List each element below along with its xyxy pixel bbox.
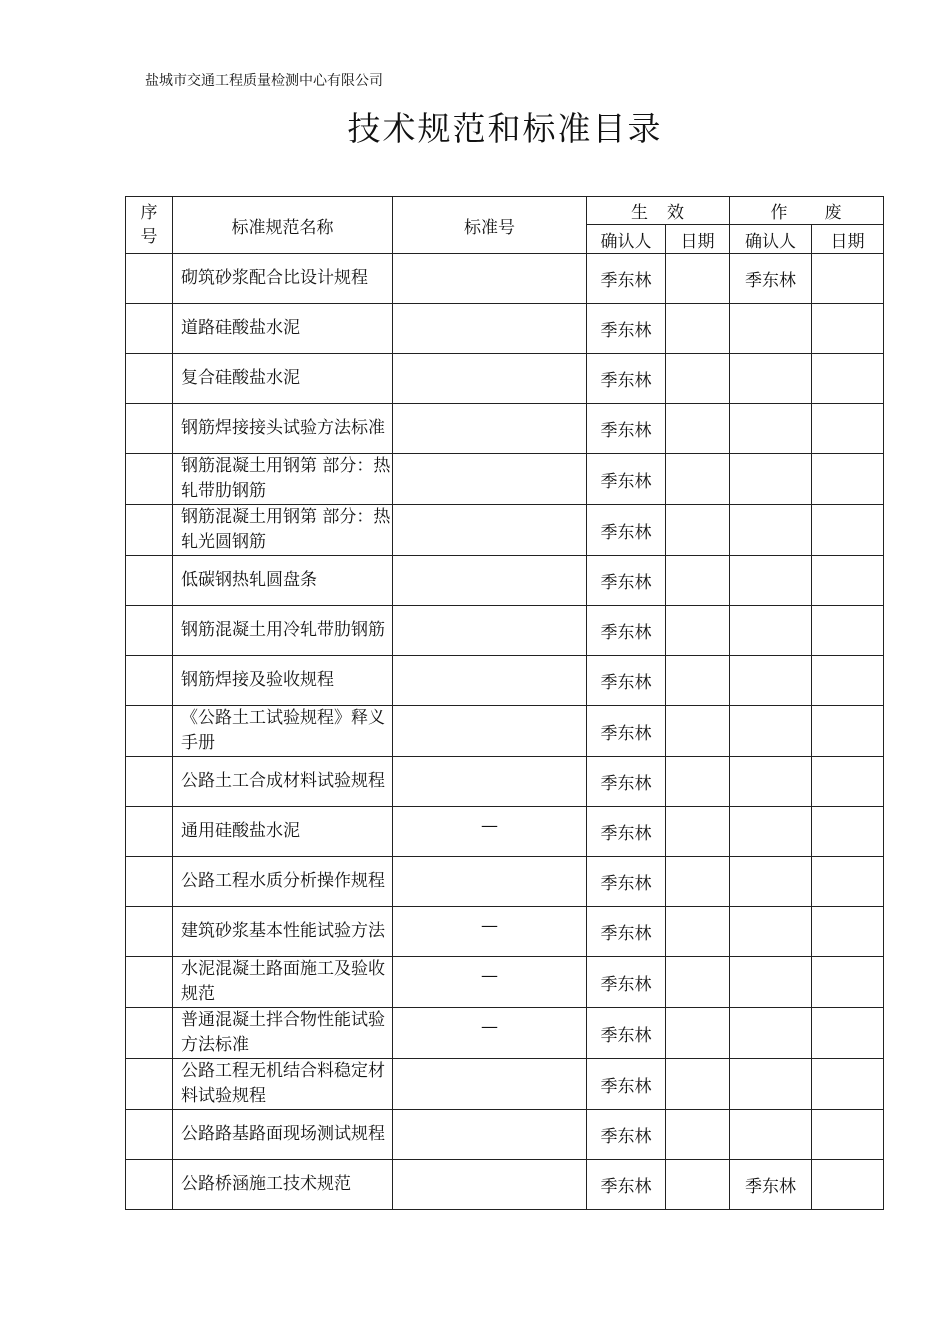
row-void-confirm-cell [730, 556, 812, 606]
row-seq-cell [126, 1059, 173, 1110]
row-name-cell: 公路路基路面现场测试规程 [173, 1110, 393, 1160]
row-seq-cell [126, 254, 173, 304]
row-std-cell [393, 304, 587, 354]
row-seq-cell [126, 454, 173, 505]
row-eff-date-cell [666, 454, 730, 505]
std-number-mark: — [481, 815, 498, 836]
row-name-cell: 水泥混凝土路面施工及验收规范 [173, 957, 393, 1008]
row-seq-cell [126, 857, 173, 907]
row-void-date-cell [812, 1008, 884, 1059]
row-std-cell [393, 807, 587, 857]
row-eff-confirm-cell: 季东林 [587, 957, 666, 1008]
col-header-effective: 生 效 [587, 197, 730, 225]
row-seq-cell [126, 907, 173, 957]
row-name-cell: 低碳钢热轧圆盘条 [173, 556, 393, 606]
table-row [126, 354, 884, 404]
row-std-cell [393, 354, 587, 404]
col-header-seq: 序号 [126, 197, 173, 254]
table-row [126, 1008, 884, 1059]
row-name-cell: 普通混凝土拌合物性能试验方法标准 [173, 1008, 393, 1059]
row-name-cell: 复合硅酸盐水泥 [173, 354, 393, 404]
table-row [126, 454, 884, 505]
row-seq-cell [126, 807, 173, 857]
table-row [126, 606, 884, 656]
row-void-date-cell [812, 304, 884, 354]
table-row [126, 304, 884, 354]
row-void-date-cell [812, 1110, 884, 1160]
row-eff-confirm-cell: 季东林 [587, 404, 666, 454]
row-eff-date-cell [666, 807, 730, 857]
row-void-date-cell [812, 807, 884, 857]
table-row [126, 957, 884, 1008]
row-void-date-cell [812, 1059, 884, 1110]
row-eff-confirm-cell: 季东林 [587, 1008, 666, 1059]
row-seq-cell [126, 354, 173, 404]
row-name-cell: 钢筋混凝土用钢第 部分：热轧带肋钢筋 [173, 454, 393, 505]
row-seq-cell [126, 556, 173, 606]
row-seq-cell [126, 1008, 173, 1059]
row-void-confirm-cell [730, 1008, 812, 1059]
row-std-cell [393, 656, 587, 706]
table-row [126, 757, 884, 807]
row-void-confirm-cell [730, 1110, 812, 1160]
row-name-cell: 通用硅酸盐水泥 [173, 807, 393, 857]
col-header-eff-confirm: 确认人 [587, 225, 666, 254]
row-void-confirm-cell [730, 505, 812, 556]
row-void-confirm-cell [730, 706, 812, 757]
col-header-void-date: 日期 [812, 225, 884, 254]
row-seq-cell [126, 1160, 173, 1210]
row-void-date-cell [812, 354, 884, 404]
row-name-cell: 钢筋混凝土用冷轧带肋钢筋 [173, 606, 393, 656]
row-std-cell [393, 454, 587, 505]
row-std-cell [393, 907, 587, 957]
row-std-cell [393, 857, 587, 907]
table-row [126, 807, 884, 857]
col-header-eff-date: 日期 [666, 225, 730, 254]
row-void-date-cell [812, 505, 884, 556]
row-void-date-cell [812, 404, 884, 454]
row-seq-cell [126, 304, 173, 354]
row-eff-date-cell [666, 354, 730, 404]
row-eff-confirm-cell: 季东林 [587, 454, 666, 505]
row-std-cell [393, 254, 587, 304]
table-row [126, 1160, 884, 1210]
row-eff-date-cell [666, 304, 730, 354]
row-void-confirm-cell [730, 757, 812, 807]
table-row [126, 404, 884, 454]
row-eff-confirm-cell: 季东林 [587, 606, 666, 656]
col-header-void: 作 废 [730, 197, 884, 225]
row-seq-cell [126, 505, 173, 556]
row-eff-date-cell [666, 556, 730, 606]
table-row [126, 857, 884, 907]
row-eff-date-cell [666, 706, 730, 757]
row-std-cell [393, 505, 587, 556]
row-eff-confirm-cell: 季东林 [587, 1059, 666, 1110]
row-eff-date-cell [666, 1110, 730, 1160]
row-eff-date-cell [666, 656, 730, 706]
row-eff-date-cell [666, 254, 730, 304]
row-std-cell [393, 606, 587, 656]
row-seq-cell [126, 706, 173, 757]
table-row [126, 1110, 884, 1160]
row-name-cell: 公路桥涵施工技术规范 [173, 1160, 393, 1210]
table-row [126, 556, 884, 606]
row-eff-date-cell [666, 404, 730, 454]
row-seq-cell [126, 957, 173, 1008]
row-void-date-cell [812, 254, 884, 304]
row-void-confirm-cell [730, 907, 812, 957]
page-title: 技术规范和标准目录 [347, 109, 663, 148]
row-eff-date-cell [666, 907, 730, 957]
row-name-cell: 建筑砂浆基本性能试验方法 [173, 907, 393, 957]
row-eff-date-cell [666, 1008, 730, 1059]
row-void-confirm-cell [730, 354, 812, 404]
col-header-name: 标准规范名称 [173, 197, 393, 254]
row-name-cell: 《公路土工试验规程》释义手册 [173, 706, 393, 757]
row-eff-date-cell [666, 1059, 730, 1110]
row-void-date-cell [812, 757, 884, 807]
row-void-date-cell [812, 957, 884, 1008]
header-row-1 [126, 197, 884, 225]
std-number-mark: — [481, 915, 498, 936]
row-std-cell [393, 757, 587, 807]
col-header-std: 标准号 [393, 197, 587, 254]
row-name-cell: 公路工程水质分析操作规程 [173, 857, 393, 907]
row-eff-date-cell [666, 505, 730, 556]
row-void-confirm-cell [730, 454, 812, 505]
row-eff-confirm-cell: 季东林 [587, 556, 666, 606]
table-row [126, 656, 884, 706]
row-void-date-cell [812, 857, 884, 907]
row-void-date-cell [812, 656, 884, 706]
row-eff-confirm-cell: 季东林 [587, 1160, 666, 1210]
row-eff-date-cell [666, 757, 730, 807]
row-void-confirm-cell: 季东林 [730, 254, 812, 304]
row-std-cell [393, 706, 587, 757]
row-eff-confirm-cell: 季东林 [587, 254, 666, 304]
row-name-cell: 公路土工合成材料试验规程 [173, 757, 393, 807]
row-std-cell [393, 1160, 587, 1210]
row-std-cell [393, 1110, 587, 1160]
table-row [126, 907, 884, 957]
row-seq-cell [126, 404, 173, 454]
row-eff-confirm-cell: 季东林 [587, 656, 666, 706]
row-seq-cell [126, 656, 173, 706]
row-void-date-cell [812, 1160, 884, 1210]
row-name-cell: 道路硅酸盐水泥 [173, 304, 393, 354]
row-eff-confirm-cell: 季东林 [587, 857, 666, 907]
col-header-void-confirm: 确认人 [730, 225, 812, 254]
row-name-cell: 公路工程无机结合料稳定材料试验规程 [173, 1059, 393, 1110]
row-void-date-cell [812, 454, 884, 505]
row-eff-date-cell [666, 606, 730, 656]
table-row [126, 1059, 884, 1110]
table-row [126, 505, 884, 556]
company-name: 盐城市交通工程质量检测中心有限公司 [145, 73, 383, 89]
row-eff-confirm-cell: 季东林 [587, 706, 666, 757]
row-eff-confirm-cell: 季东林 [587, 1110, 666, 1160]
row-void-confirm-cell [730, 1059, 812, 1110]
row-void-date-cell [812, 706, 884, 757]
row-seq-cell [126, 757, 173, 807]
row-name-cell: 砌筑砂浆配合比设计规程 [173, 254, 393, 304]
standards-table [125, 196, 884, 1210]
row-eff-confirm-cell: 季东林 [587, 757, 666, 807]
row-eff-confirm-cell: 季东林 [587, 354, 666, 404]
row-eff-confirm-cell: 季东林 [587, 807, 666, 857]
row-seq-cell [126, 1110, 173, 1160]
row-void-date-cell [812, 556, 884, 606]
table-row [126, 254, 884, 304]
row-void-confirm-cell [730, 304, 812, 354]
row-void-date-cell [812, 606, 884, 656]
std-number-mark: — [481, 966, 498, 986]
row-void-confirm-cell [730, 807, 812, 857]
row-std-cell [393, 957, 587, 1008]
row-eff-date-cell [666, 857, 730, 907]
row-std-cell [393, 1059, 587, 1110]
row-eff-date-cell [666, 1160, 730, 1210]
row-std-cell [393, 1008, 587, 1059]
row-name-cell: 钢筋混凝土用钢第 部分：热轧光圆钢筋 [173, 505, 393, 556]
row-std-cell [393, 404, 587, 454]
row-void-confirm-cell [730, 606, 812, 656]
row-void-confirm-cell [730, 404, 812, 454]
table-row [126, 706, 884, 757]
row-name-cell: 钢筋焊接接头试验方法标准 [173, 404, 393, 454]
row-name-cell: 钢筋焊接及验收规程 [173, 656, 393, 706]
row-std-cell [393, 556, 587, 606]
row-eff-confirm-cell: 季东林 [587, 304, 666, 354]
std-number-mark: — [481, 1017, 498, 1037]
row-eff-date-cell [666, 957, 730, 1008]
row-void-confirm-cell [730, 957, 812, 1008]
row-void-confirm-cell [730, 656, 812, 706]
row-void-confirm-cell [730, 857, 812, 907]
row-eff-confirm-cell: 季东林 [587, 505, 666, 556]
row-void-confirm-cell: 季东林 [730, 1160, 812, 1210]
row-seq-cell [126, 606, 173, 656]
row-void-date-cell [812, 907, 884, 957]
row-eff-confirm-cell: 季东林 [587, 907, 666, 957]
